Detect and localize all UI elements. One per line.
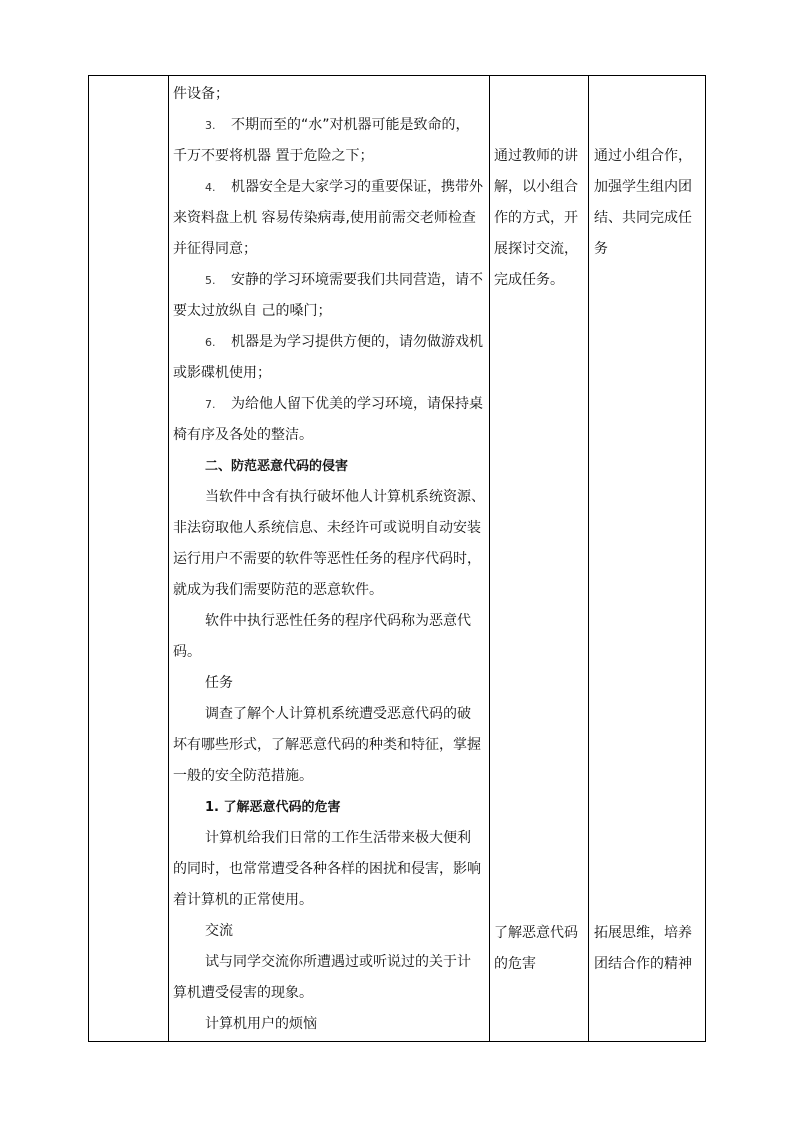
lesson-table	[88, 75, 706, 1042]
body-text-line	[173, 358, 485, 389]
line-text: 来资料盘上机 容易传染病毒,使用前需交老师检查	[173, 210, 476, 226]
body-text-line	[173, 141, 485, 172]
teacher-activity-cell	[494, 918, 586, 980]
list-number: 4.	[205, 181, 216, 194]
line-text: 当软件中含有执行破坏他人计算机系统资源、	[205, 489, 485, 505]
line-text: 坏有哪些形式，了解恶意代码的种类和特征，掌握	[173, 737, 481, 753]
line-text: 就成为我们需要防范的恶意软件。	[173, 582, 383, 598]
cell-text-line: 团结合作的精神	[594, 956, 692, 972]
body-text-line	[173, 1009, 485, 1040]
body-text-line	[173, 389, 485, 420]
list-number: 6.	[205, 336, 216, 349]
body-text-line	[173, 265, 485, 296]
body-text-line	[173, 699, 485, 730]
body-text-line	[173, 916, 485, 947]
section-heading	[173, 792, 485, 823]
body-text-line	[173, 296, 485, 327]
line-text: 算机遭受侵害的现象。	[173, 985, 313, 1001]
line-text: 机器是为学习提供方便的，请勿做游戏机	[231, 334, 483, 350]
cell-text-line: 完成任务。	[494, 272, 564, 288]
column-divider	[168, 76, 169, 1041]
line-text: 千万不要将机器 置于危险之下；	[173, 148, 374, 164]
teacher-activity-cell	[494, 141, 586, 296]
cell-text-line: 务	[594, 241, 608, 257]
line-text: 二、防范恶意代码的侵害	[205, 459, 349, 474]
body-text-line	[173, 637, 485, 668]
line-text: 为给他人留下优美的学习环境，请保持桌	[231, 396, 483, 412]
list-number: 3.	[205, 119, 216, 132]
design-intent-cell	[594, 918, 704, 980]
line-text: 非法窃取他人系统信息、未经许可或说明自动安装	[173, 520, 481, 536]
body-text-line	[173, 761, 485, 792]
cell-text-line: 拓展思维，培养	[594, 925, 692, 941]
column-divider	[588, 76, 589, 1041]
line-text: 任务	[205, 675, 233, 691]
line-text: 或影碟机使用；	[173, 365, 271, 381]
column-divider	[489, 76, 490, 1041]
line-text: 1. 了解恶意代码的危害	[205, 800, 341, 815]
line-text: 试与同学交流你所遭遇过或听说过的关于计	[205, 954, 471, 970]
content-column	[173, 79, 485, 1040]
cell-text-line: 解，以小组合	[494, 179, 578, 195]
body-text-line	[173, 203, 485, 234]
cell-text-line: 加强学生组内团	[594, 179, 692, 195]
cell-text-line: 结、共同完成任	[594, 210, 692, 226]
body-text-line	[173, 544, 485, 575]
body-text-line	[173, 575, 485, 606]
line-text: 运行用户不需要的软件等恶性任务的程序代码时，	[173, 551, 481, 567]
line-text: 调查了解个人计算机系统遭受恶意代码的破	[205, 706, 471, 722]
line-text: 机器安全是大家学习的重要保证，携带外	[231, 179, 483, 195]
cell-text-line: 的危害	[494, 956, 536, 972]
line-text: 椅有序及各处的整洁。	[173, 427, 313, 443]
body-text-line	[173, 885, 485, 916]
body-text-line	[173, 854, 485, 885]
line-text: 件设备；	[173, 86, 229, 102]
body-text-line	[173, 110, 485, 141]
body-text-line	[173, 420, 485, 451]
body-text-line	[173, 482, 485, 513]
body-text-line	[173, 823, 485, 854]
line-text: 软件中执行恶性任务的程序代码称为恶意代	[205, 613, 471, 629]
section-heading	[173, 451, 485, 482]
line-text: 一般的安全防范措施。	[173, 768, 313, 784]
body-text-line	[173, 947, 485, 978]
body-text-line	[173, 513, 485, 544]
body-text-line	[173, 79, 485, 110]
list-number: 5.	[205, 274, 216, 287]
list-number: 7.	[205, 398, 216, 411]
cell-text-line: 通过教师的讲	[494, 148, 578, 164]
cell-text-line: 作的方式，开	[494, 210, 578, 226]
line-text: 着计算机的正常使用。	[173, 892, 313, 908]
body-text-line	[173, 730, 485, 761]
line-text: 码。	[173, 644, 201, 660]
cell-text-line: 通过小组合作，	[594, 148, 692, 164]
line-text: 计算机给我们日常的工作生活带来极大便利	[205, 830, 471, 846]
line-text: 计算机用户的烦恼	[205, 1016, 317, 1032]
line-text: 交流	[205, 923, 233, 939]
body-text-line	[173, 234, 485, 265]
line-text: 的同时，也常常遭受各种各样的困扰和侵害，影响	[173, 861, 481, 877]
cell-text-line: 了解恶意代码	[494, 925, 578, 941]
line-text: 要太过放纵自 己的嗓门；	[173, 303, 332, 319]
line-text: 并征得同意；	[173, 241, 257, 257]
design-intent-cell	[594, 141, 704, 265]
line-text: 安静的学习环境需要我们共同营造，请不	[231, 272, 483, 288]
body-text-line	[173, 172, 485, 203]
body-text-line	[173, 668, 485, 699]
body-text-line	[173, 606, 485, 637]
body-text-line	[173, 978, 485, 1009]
body-text-line	[173, 327, 485, 358]
line-text: 不期而至的“水”对机器可能是致命的，	[231, 117, 470, 133]
cell-text-line: 展探讨交流，	[494, 241, 578, 257]
